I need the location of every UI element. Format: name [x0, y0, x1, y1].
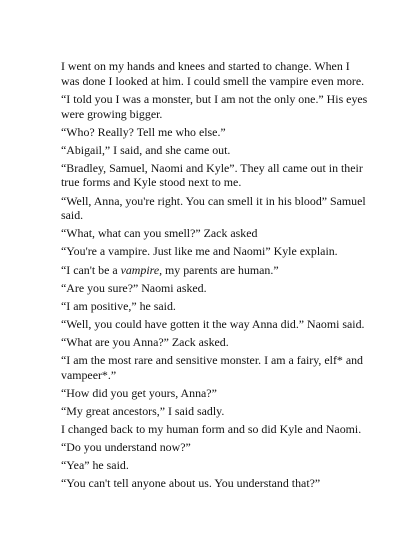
paragraph [61, 244, 371, 259]
italic-text: vampire, [120, 262, 163, 277]
text-run: “Well, Anna, you're right. You can smell it in his blood” Samuel said. [61, 193, 366, 223]
text-run: “Well, you could have gotten it the way Anna did.” Naomi said. [61, 316, 365, 331]
text-run: I changed back to my human form and so did Kyle and Naomi. [61, 422, 362, 437]
text-run: “Bradley, Samuel, Naomi and Kyle”. They all came out in their true forms and Kyle stood next to me. [61, 160, 363, 190]
text-run: “Abigail,” I said, and she came out. [61, 142, 231, 157]
paragraph [61, 386, 371, 401]
text-run: “Do you understand now?” [61, 440, 191, 455]
text-run: “My great ancestors,” I said sadly. [61, 403, 225, 418]
text-run: I went on my hands and knees and started to change. When I was done I looked at him. I could smell the vampire even more. [61, 59, 365, 88]
text-run: “I am positive,” he said. [61, 298, 176, 313]
text-run: “You're a vampire. Just like me and Naomi” Kyle explain. [61, 244, 338, 259]
paragraph [61, 125, 371, 140]
paragraph [61, 226, 371, 241]
paragraph [61, 476, 371, 491]
paragraph [61, 194, 371, 223]
paragraph [61, 59, 371, 88]
text-run: my parents are human.” [162, 262, 279, 277]
paragraph [61, 404, 371, 419]
story-text [61, 59, 371, 494]
text-run: “Who? Really? Tell me who else.” [61, 124, 226, 139]
paragraph [61, 422, 371, 437]
paragraph [61, 299, 371, 314]
paragraph [61, 353, 371, 382]
paragraph [61, 92, 371, 121]
paragraph [61, 161, 371, 190]
text-run: “You can't tell anyone about us. You understand that?” [61, 476, 321, 491]
text-run: “I can't be a [61, 262, 121, 277]
text-run: “I am the most rare and sensitive monster. I am a fairy, elf* and vampeer*.” [61, 353, 364, 382]
text-run: “Are you sure?” Naomi asked. [61, 280, 207, 295]
text-run: “How did you get yours, Anna?” [61, 385, 217, 400]
paragraph [61, 458, 371, 473]
text-run: “Yea” he said. [61, 458, 129, 473]
paragraph [61, 263, 371, 278]
text-run: “What are you Anna?” Zack asked. [61, 334, 229, 349]
paragraph [61, 335, 371, 350]
text-run: “What, what can you smell?” Zack asked [61, 226, 258, 241]
paragraph [61, 317, 371, 332]
text-run: “I told you I was a monster, but I am not the only one.” His eyes were growing bigger. [61, 91, 368, 121]
paragraph [61, 143, 371, 158]
paragraph [61, 281, 371, 296]
paragraph [61, 440, 371, 455]
